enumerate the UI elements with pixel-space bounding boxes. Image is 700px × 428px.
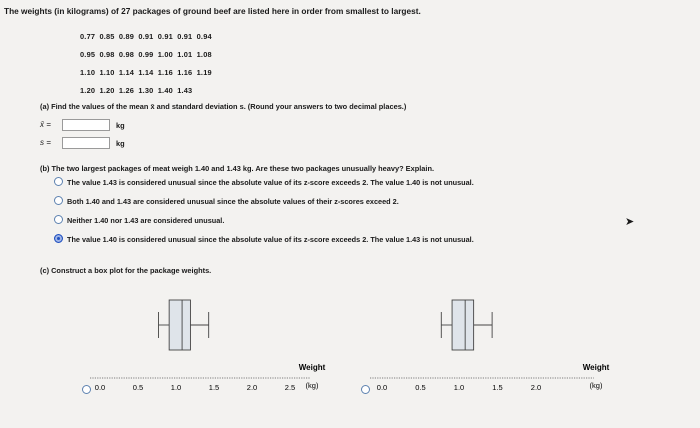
sd-input[interactable] (62, 137, 110, 149)
data-row-3: 1.10 1.10 1.14 1.14 1.16 1.16 1.19 (80, 68, 212, 77)
tick-label: 0.0 (376, 383, 388, 392)
tick-label: 0.5 (415, 383, 426, 392)
x-axis-label: Weight (298, 363, 326, 372)
tick-label: 1.5 (492, 383, 503, 392)
data-row-4: 1.20 1.20 1.26 1.30 1.40 1.43 (80, 86, 193, 95)
x-axis-unit: (kg) (305, 381, 319, 390)
tick-label: 0.5 (132, 383, 144, 392)
problem-intro: The weights (in kilograms) of 27 packages of ground beef are listed here in order from smallest to largest. (4, 6, 421, 16)
iqr-box (169, 300, 190, 350)
tick-label: 1.0 (170, 383, 182, 392)
tick-label: 1.5 (208, 383, 220, 392)
mean-label: x̄ = (40, 120, 51, 129)
option-3-label[interactable]: Neither 1.40 nor 1.43 are considered unusual. (67, 216, 225, 225)
option-4-label[interactable]: The value 1.40 is considered unusual since the absolute value of its z-score exceeds 2. The value 1.43 is not unusual. (67, 235, 474, 244)
tick-label: 2.0 (530, 383, 542, 392)
part-a-prompt: (a) Find the values of the mean x̄ and standard deviation s. (Round your answers to two decimal places.) (40, 102, 407, 111)
part-b-prompt: (b) The two largest packages of meat weigh 1.40 and 1.43 kg. Are these two packages unusually heavy? Explain. (40, 164, 435, 173)
mean-unit: kg (116, 121, 125, 130)
sd-unit: kg (116, 139, 125, 148)
x-axis-label: Weight (582, 363, 610, 372)
tick-label: 2.0 (246, 383, 258, 392)
tick-label: 2.5 (284, 383, 296, 392)
data-row-2: 0.95 0.98 0.98 0.99 1.00 1.01 1.08 (80, 50, 212, 59)
x-axis-unit: (kg) (589, 381, 603, 390)
iqr-box (452, 300, 474, 350)
option-1-label[interactable]: The value 1.43 is considered unusual since the absolute value of its z-score exceeds 2. The value 1.40 is not unusual. (67, 178, 474, 187)
boxplot-2-radio[interactable] (361, 385, 370, 394)
option-4-radio[interactable] (54, 234, 63, 243)
mouse-cursor-icon: ➤ (625, 216, 635, 228)
sd-label: s = (40, 138, 51, 147)
tick-label: 0.0 (94, 383, 106, 392)
option-1-radio[interactable] (54, 177, 63, 186)
option-3-radio[interactable] (54, 215, 63, 224)
data-row-1: 0.77 0.85 0.89 0.91 0.91 0.91 0.94 (80, 32, 212, 41)
tick-label: 1.0 (453, 383, 465, 392)
mean-input[interactable] (62, 119, 110, 131)
boxplot-1 (90, 290, 330, 402)
part-c-prompt: (c) Construct a box plot for the package weights. (40, 266, 212, 275)
option-2-label[interactable]: Both 1.40 and 1.43 are considered unusual since the absolute values of their z-scores exceed 2. (67, 197, 399, 206)
option-2-radio[interactable] (54, 196, 63, 205)
boxplot-2 (370, 290, 615, 402)
